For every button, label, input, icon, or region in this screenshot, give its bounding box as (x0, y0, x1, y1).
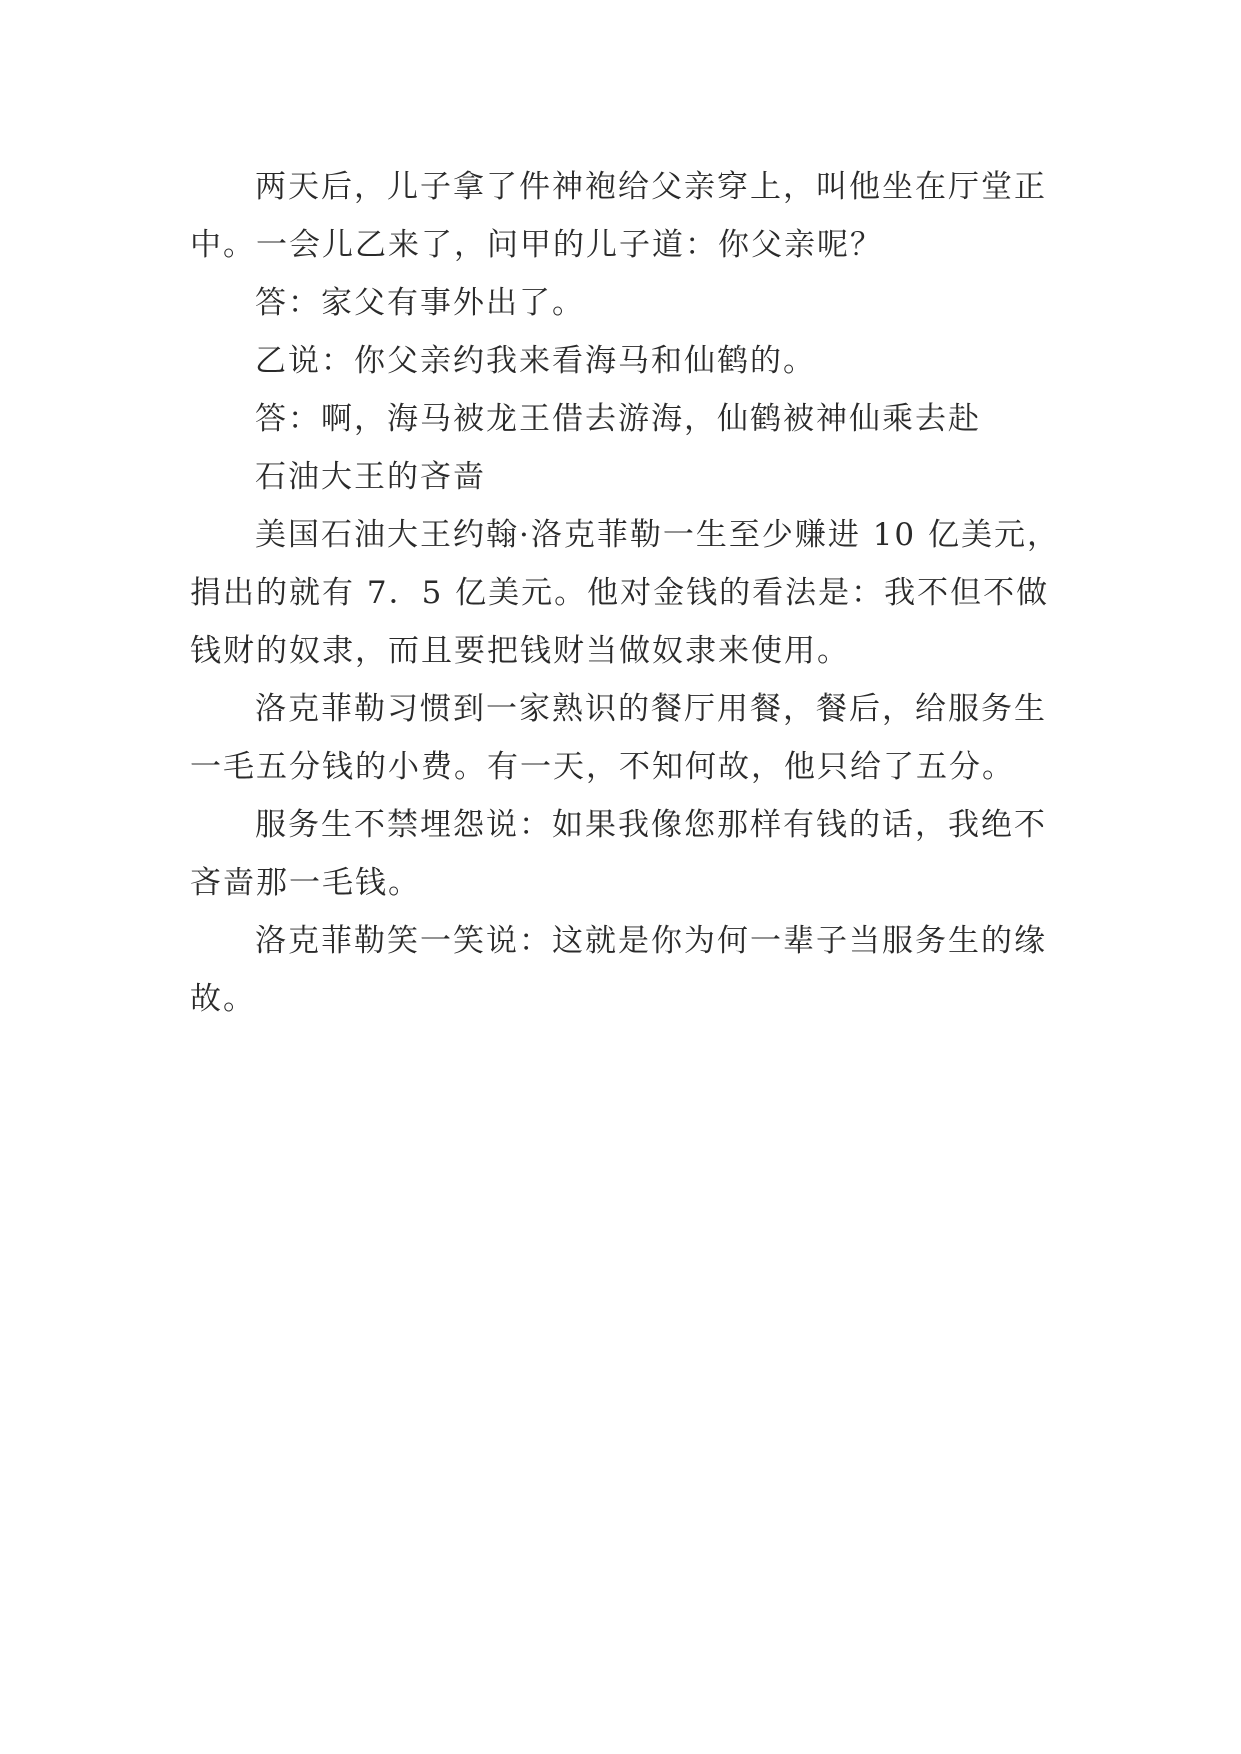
paragraph-line: 乙说：你父亲约我来看海马和仙鹤的。 (255, 343, 816, 379)
paragraph-line: 钱财的奴隶，而且要把钱财当做奴隶来使用。 (190, 633, 850, 669)
paragraph-line: 一毛五分钱的小费。有一天，不知何故，他只给了五分。 (190, 749, 1015, 785)
paragraph-line: 答：家父有事外出了。 (255, 285, 585, 321)
paragraph-line: 吝啬那一毛钱。 (190, 865, 421, 901)
paragraph-line: 捐出的就有 7．5 亿美元。他对金钱的看法是：我不但不做 (190, 575, 1050, 611)
paragraph-line: 美国石油大王约翰·洛克菲勒一生至少赚进 10 亿美元， (255, 517, 1061, 553)
paragraph-line: 两天后，儿子拿了件神袍给父亲穿上，叫他坐在厅堂正 (255, 169, 1047, 205)
paragraph-line: 故。 (190, 981, 256, 1017)
document-body (190, 158, 1061, 1028)
section-heading: 石油大王的吝啬 (255, 459, 486, 495)
paragraph-line: 答：啊，海马被龙王借去游海，仙鹤被神仙乘去赴 (255, 401, 981, 437)
paragraph-line: 中。一会儿乙来了，问甲的儿子道：你父亲呢？ (190, 227, 883, 263)
paragraph-line: 洛克菲勒习惯到一家熟识的餐厅用餐，餐后，给服务生 (255, 691, 1047, 727)
paragraph-line: 洛克菲勒笑一笑说：这就是你为何一辈子当服务生的缘 (255, 923, 1047, 959)
paragraph-line: 服务生不禁埋怨说：如果我像您那样有钱的话，我绝不 (255, 807, 1047, 843)
